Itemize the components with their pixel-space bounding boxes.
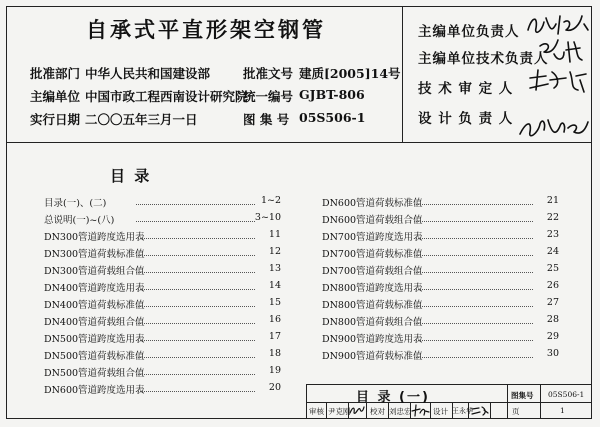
toc-right-entry-page: 25 [546,263,559,274]
toc-right-entry-title: DN900管道跨度选用表 [322,334,423,345]
page-number: 1 [560,406,565,415]
toc-right-entry-leader-dots [414,238,533,239]
toc-left-entry-title: DN500管道跨度选用表 [44,334,145,345]
toc-left-entry-page: 18 [268,348,281,359]
resp-label-tech-approver: 技 术 审 定 人 [418,81,514,97]
toc-left-entry-leader-dots [136,272,255,273]
page-label: 页 [512,407,520,416]
toc-right-entry-page: 28 [546,314,559,325]
reviewer-name: 尹克刚 [328,407,351,416]
toc-left-entry-leader-dots [136,374,255,375]
tb-div-6 [430,402,431,419]
toc-left-entry-leader-dots [136,255,255,256]
header-bottom-line [6,142,592,143]
toc-left-entry-title: DN300管道跨度选用表 [44,232,145,243]
signature-design-head [516,112,592,142]
editor-unit-label: 主编单位 [30,89,81,104]
title-block-top-border [306,384,592,385]
toc-right-entry-page: 27 [546,297,559,308]
toc-right-entry-leader-dots [414,204,533,205]
toc-right-entry-title: DN600管道荷载组合值 [322,215,423,226]
toc-right-entry-page: 24 [546,246,559,257]
toc-right-entry-page: 30 [546,348,559,359]
editor-unit: 中国市政工程西南设计研究院 [85,89,248,104]
toc-right-entry-leader-dots [414,340,533,341]
toc-left-entry-title: DN500管道荷载标准值 [44,351,145,362]
unified-no: GJBT-806 [299,87,365,102]
title-block-atlas-divider [507,384,508,419]
header-divider [402,6,403,143]
toc-left-entry-title: 总说明(一)~(八) [44,215,115,226]
toc-left-entry-leader-dots [136,238,255,239]
resp-label-tech-head: 主编单位技术负责人 [418,51,549,67]
tb-div-9 [490,402,491,419]
toc-right-entry-page: 26 [546,280,559,291]
toc-left-entry-title: DN500管道荷载组合值 [44,368,145,379]
approval-doc-label: 批准文号 [243,66,294,81]
page-title: 自承式平直形架空钢管 [86,18,326,42]
resp-label-design-head: 设 计 负 责 人 [418,111,514,127]
reviewer-signature [348,403,366,418]
toc-right-entry-title: DN700管道荷载标准值 [322,249,423,260]
review-label: 审核 [309,407,324,416]
toc-right-entry-leader-dots [414,357,533,358]
toc-left-entry-leader-dots [136,289,255,290]
toc-left-entry-title: DN300管道荷载组合值 [44,266,145,277]
toc-left-entry-leader-dots [136,204,255,205]
atlas-no-label: 图 集 号 [243,112,290,127]
toc-right-entry-page: 23 [546,229,559,240]
toc-left-entry-page: 16 [268,314,281,325]
approval-dept: 中华人民共和国建设部 [85,66,211,81]
toc-left-entry-title: DN400管道荷载标准值 [44,300,145,311]
toc-right-entry-leader-dots [414,255,533,256]
tb-div-3 [366,402,367,419]
toc-right-entry-title: DN700管道跨度选用表 [322,232,423,243]
toc-left-entry-leader-dots [136,221,255,222]
approval-dept-label: 批准部门 [30,66,81,81]
toc-left-entry-page: 15 [268,297,281,308]
toc-left-entry-leader-dots [136,391,255,392]
impl-date-label: 实行日期 [30,112,81,127]
unified-no-label: 统一编号 [243,89,294,104]
signature-tech-head [534,36,592,66]
toc-right-entry-leader-dots [414,272,533,273]
approval-doc: 建质[2005]14号 [299,66,401,81]
toc-left-entry-leader-dots [136,323,255,324]
toc-right-entry-page: 29 [546,331,559,342]
toc-left-entry-page: 1~2 [260,195,281,206]
toc-right-entry-leader-dots [414,221,533,222]
design-label: 设计 [433,407,448,416]
resp-label-chief-editor: 主编单位负责人 [418,24,520,40]
check-label: 校对 [370,407,385,416]
sheet-title: 目 录 (一) [356,390,430,405]
title-block-atlas-value-divider [540,384,541,419]
toc-left-entry-page: 14 [268,280,281,291]
toc-left-entry-leader-dots [136,357,255,358]
toc-left-entry-title: DN400管道跨度选用表 [44,283,145,294]
atlas-no: 05S506-1 [299,110,366,125]
toc-left-entry-page: 19 [268,365,281,376]
designer-signature [470,403,490,418]
toc-left-entry-page: 20 [268,382,281,393]
toc-right-entry-title: DN800管道荷载标准值 [322,300,423,311]
atlas-label: 图集号 [511,391,534,400]
toc-right-entry-leader-dots [414,323,533,324]
toc-left-entry-title: 目录(一)、(二) [44,198,107,209]
toc-right-entry-page: 22 [546,212,559,223]
toc-right-entry-title: DN900管道荷载标准值 [322,351,423,362]
toc-left-entry-title: DN600管道跨度选用表 [44,385,145,396]
toc-right-entry-page: 21 [546,195,559,206]
tb-div-1 [326,402,327,419]
checker-signature [410,403,430,418]
toc-left-entry-title: DN400管道荷载组合值 [44,317,145,328]
toc-left-entry-leader-dots [136,306,255,307]
toc-right-entry-title: DN800管道荷载组合值 [322,317,423,328]
toc-left-entry-page: 11 [268,229,281,240]
toc-right-entry-leader-dots [414,289,533,290]
toc-left-entry-page: 12 [268,246,281,257]
toc-left-entry-page: 3~10 [254,212,281,223]
toc-left-entry-leader-dots [136,340,255,341]
checker-name: 刘忠宏 [389,407,412,416]
toc-right-entry-title: DN600管道荷载标准值 [322,198,423,209]
toc-right-entry-title: DN800管道跨度选用表 [322,283,423,294]
toc-left-entry-page: 13 [268,263,281,274]
atlas-number: 05S506-1 [548,390,585,399]
toc-heading: 目 录 [110,167,152,185]
toc-left-entry-page: 17 [268,331,281,342]
designer-name: 王永华 [452,407,473,415]
signature-tech-approver [526,66,590,96]
impl-date: 二〇〇五年三月一日 [85,112,198,127]
toc-right-entry-leader-dots [414,306,533,307]
toc-right-entry-title: DN700管道荷载组合值 [322,266,423,277]
toc-left-entry-title: DN300管道荷载标准值 [44,249,145,260]
